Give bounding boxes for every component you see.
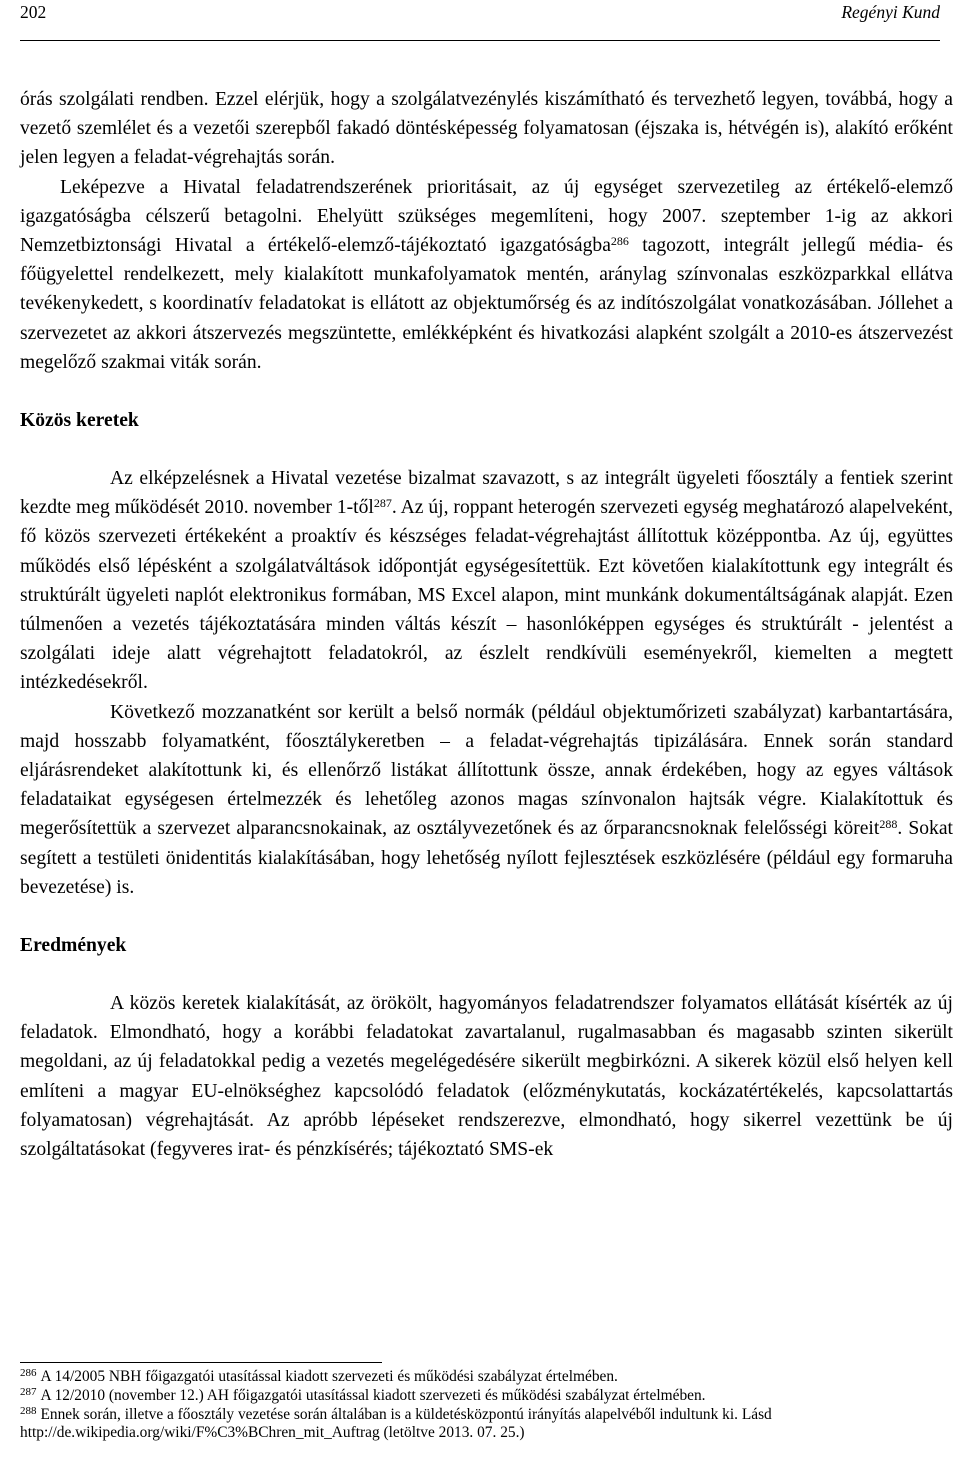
footnote-text: A 14/2005 NBH főigazgatói utasítással kiadott szervezeti és működési szabályzat értelmében. (40, 1368, 618, 1385)
paragraph-3 (20, 464, 953, 698)
section-heading-eredmenyek: Eredmények (20, 935, 127, 957)
paragraph-2-text-a: Leképezve a Hivatal feladatrendszerének prioritásait, az új egységet szervezetileg az értékelő-elemző igazgatóságba célszerű betagolni. Ehelyütt szükséges megemlíteni, hogy 2007. szeptember 1-ig az akkori Nemzetbiztonsági Hivatal a értékelő-elemző-tájékoztató igazgatóságba (20, 176, 953, 257)
footnote-text: A 12/2010 (november 12.) AH főigazgatói utasítással kiadott szervezeti és működési szabályzat értelmében. (40, 1386, 706, 1404)
page-number: 202 (20, 2, 47, 22)
footnote-mark: 287 (20, 1385, 37, 1398)
paragraph-5: A közös keretek kialakítását, az örökölt, hagyományos feladatrendszer folyamatos ellátását kísérték az új feladatok. Elmondható, hogy a korábbi feladatokat zavartalanul, rugalmasabban és magasabb szinten sikerült megoldani, az új feladatokkal pedig a vezetés megelégedésére sikerült megbirkózni. A sikerek közül első helyen kell említeni a magyar EU-elnökséghez kapcsolódó feladatok (előzménykutatás, kockázatértékelés, kapcsolattartás folyamatosan) végrehajtását. Az apróbb lépéseket rendszerezve, elmondható, hogy sikerrel vezettünk be új szolgáltatásokat (fegyveres irat- és pénzkísérés; tájékoztató SMS-ek (20, 993, 953, 1161)
footnote-287 (20, 1387, 953, 1406)
footnote-separator (20, 1362, 382, 1363)
section-heading-eredmenyek-wrap (20, 902, 953, 989)
page-header (20, 0, 940, 41)
paragraph-3-text-a: Az elképzelésnek a Hivatal vezetése bizalmat szavazott, s az integrált ügyeleti főosztály a fentiek szerint kezdte meg működését 2010. november 1-től (20, 468, 953, 519)
paragraph-3-text-b: . Az új, roppant heterogén szervezeti egység meghatározó alapelveként, fő közös szervezeti értékeként a proaktív és készséges feladat-végrehajtást állítottuk középpontba. Az új, együttes működés első lépésként a szolgálatváltások időpontját egységesítettük. Ezt követően kialakítottunk egy integrált és struktúrált ügyeleti naplót elektronikus formában, MS Excel alapon, mint munkánk dokumentáltságának alapját. Ezen túlmenően a vezetés tájékoztatására minden váltás készít – hasonlóképpen egységes és struktúrált - jelentést a szolgálati ideje alatt végrehajtott feladatokról, az észlelt rendkívüli eseményekről, kiemelten a megtett intézkedésekről. (20, 497, 953, 694)
footnote-mark: 288 (20, 1404, 37, 1417)
footnote-text: Ennek során, illetve a főosztály vezetése során általában is a küldetésközpontú irányítás alapelvéből indultunk ki. Lásd http://de.wikipedia.org/wiki/F%C3%BChren_mit_Auftrag (letöltve 2013. 07. 25.) (20, 1405, 772, 1442)
footnote-288 (20, 1406, 953, 1444)
section-heading-kozos-keretek: Közös keretek (20, 410, 139, 432)
section-heading-kozos-keretek-wrap (20, 377, 953, 464)
paragraph-2-text-b: tagozott, integrált jellegű média- és főügyelettel rendelkezett, mely kialakított munkafolyamatok mentén, aránylag színvonalas eszközparkkal ellátva tevékenykedett, s koordinatív feladatokat is ellátott az objektumőrség és az indítószolgálat vonatkozásában. Jóllehet a szervezetet az akkori átszervezés megszüntette, emlékképként és hivatkozási alapként szolgált a 2010-es átszervezést megelőző szakmai viták során. (20, 235, 953, 373)
paragraph-1: órás szolgálati rendben. Ezzel elérjük, hogy a szolgálatvezénylés kiszámítható és tervezhető legyen, továbbá, hogy a vezető szemlélet és a vezetői szerepből fakadó döntésképesség folyamatosan (éjszaka is, hétvégén is), alakító erőként jelen legyen a feladat-végrehajtás során. (20, 89, 953, 169)
footnotes (20, 1368, 953, 1443)
footnote-286 (20, 1368, 953, 1387)
running-title: Regényi Kund (841, 2, 940, 22)
paragraph-4-text-a: Következő mozzanatként sor került a belső normák (például objektumőrizeti szabályzat) karbantartására, majd hosszabb folyamatként, főosztálykeretben – a feladat-végrehajtás tipizálására. Ennek során standard eljárásrendeket alakítottunk ki, és ellenőrző listákat állítottunk össze, annak érdekében, hogy az egyes váltások feladataikat egységesen értelmezzék és lehetőleg azonos magas színvonalon hajtsák végre. Kialakítottuk és megerősítettük a szervezet alparancsnokainak, az osztályvezetőnek és az őrparancsnoknak felelősségi köreit (20, 701, 953, 840)
paragraph-4-text-b: . Sokat segített a testületi önidentitás kialakításában, hogy lehetőség nyílott fejlesztések eszközlésére (például egy formaruha bevezetése) is. (20, 818, 953, 898)
body-text (20, 85, 953, 1164)
footnote-ref-287: 287 (373, 496, 392, 511)
footnote-ref-286: 286 (610, 234, 629, 249)
footnote-mark: 286 (20, 1367, 37, 1379)
footnote-ref-288: 288 (879, 817, 898, 832)
paragraph-4 (20, 698, 953, 902)
paragraph-2 (20, 173, 953, 377)
